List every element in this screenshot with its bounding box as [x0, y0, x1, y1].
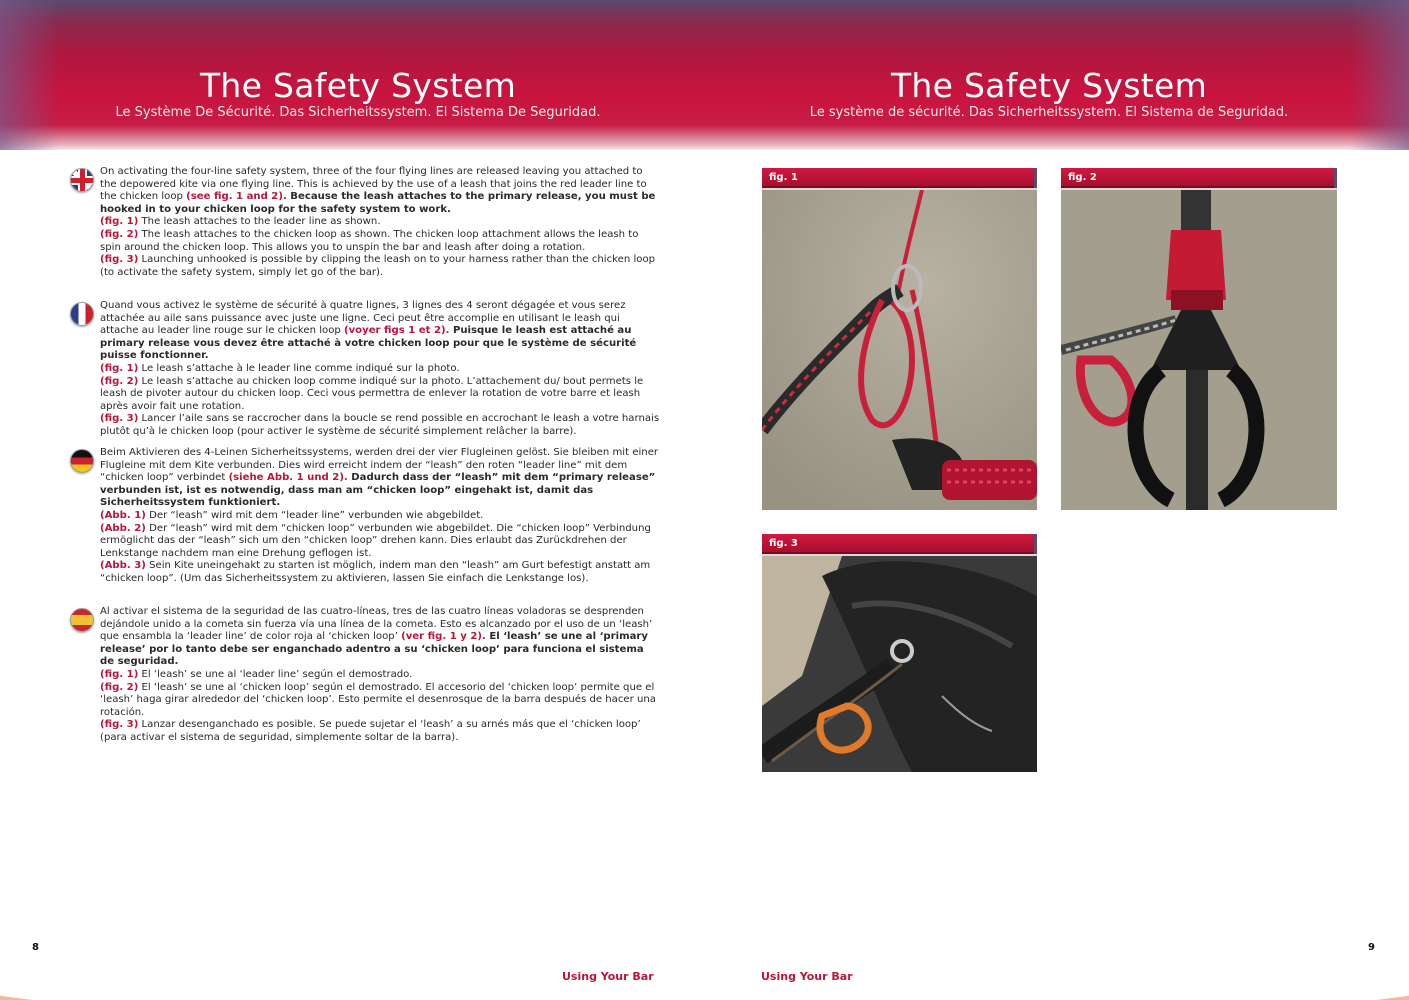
text-span: El ‘leash’ se une al ‘chicken loop’ según el demostrado. El accesorio del ‘chicken loop’ permite que el ‘leash’ haga girar alrededor del ‘chicken loop’. Esto permite el desenrosque de la barra después de hacer una rotación.	[100, 681, 656, 718]
text-span: El ‘leash’ se une al ‘leader line’ según el demostrado.	[138, 668, 413, 680]
figure-2-caption: fig. 2	[1061, 168, 1334, 188]
figure-1	[762, 168, 1037, 510]
left-page-title: The Safety System	[199, 66, 517, 105]
figure-reference: (siehe Abb. 1 und 2).	[228, 472, 348, 484]
fig-label: (fig. 3)	[100, 719, 139, 731]
text-span: Lanzar desenganchado es posible. Se puede sujetar el ‘leash’ a su arnés más que el ‘chicken loop’ (para activar el sistema de seguridad, simplemente soltar de la barra).	[100, 719, 641, 743]
fig-label: (fig. 1)	[100, 362, 139, 374]
figure-2-photo	[1061, 190, 1337, 510]
german-text	[100, 447, 660, 586]
left-page-number: 8	[32, 942, 39, 953]
figure-1-caption: fig. 1	[762, 168, 1034, 188]
fig-label: (fig. 2)	[100, 681, 139, 693]
left-page-subtitle: Le Système De Sécurité. Das Sicherheitssystem. El Sistema De Seguridad.	[115, 105, 601, 120]
uk-flag-icon	[70, 168, 94, 192]
text-span: The leash attaches to the chicken loop as shown. The chicken loop attachment allows the leash to spin around the chicken loop. This allows you to unspin the bar and leash after doing a rotation.	[100, 228, 639, 253]
fig-label: (fig. 3)	[100, 254, 139, 266]
figure-reference: (ver fig. 1 y 2).	[401, 631, 486, 643]
footer-curve	[0, 905, 1409, 1000]
french-text	[100, 300, 660, 439]
text-span: Le leash s’attache au chicken loop comme indiqué sur la photo. L’attachement du/ bout permets le leash de pivoter autour du chicken loop. Ceci vous permettra de enlever la rotation de votre barre et leash après avoir fait une rotation.	[100, 375, 644, 412]
bold-note: Dadurch dass der “leash” mit dem “primary release” verbunden ist, ist es notwendig, dass man am “chicken loop” eingehakt ist, damit das Sicherheitssystem funktioniert.	[100, 472, 656, 509]
spanish-text	[100, 606, 660, 745]
text-span: Sein Kite uneingehakt zu starten ist möglich, indem man den “leash” am Gurt befestigt anstatt am “chicken loop”. (Um das Sicherheitssystem zu aktivieren, lassen Sie einfach die Lenkstange los).	[100, 560, 651, 584]
text-span: On activating the four-line safety system, three of the four flying lines are released leaving you attached to the depowered kite via one flying line. This is achieved by the use of a leash that joins the red leader line to the chicken loop	[100, 166, 647, 203]
figure-reference: (voyer figs 1 et 2).	[343, 325, 450, 337]
text-span: Le leash s’attache à le leader line comme indiqué sur la photo.	[138, 362, 460, 374]
bold-note: Because the leash attaches to the primary release, you must be hooked in to your chicken loop for the safety system to work.	[100, 191, 656, 215]
text-span: Al activar el sistema de la seguridad de las cuatro-líneas, tres de las cuatro líneas voladoras se desprenden dejándole unido a la cometa sin fuerza vía una línea de la cometa. Esto es alcanzado por el uso de un ‘leash’ que ensambla la ‘leader line’ de color roja al ‘chicken loop’	[100, 606, 653, 643]
fig-label: (Abb. 2)	[100, 522, 146, 534]
fig-label: (Abb. 1)	[100, 509, 146, 521]
right-page-subtitle: Le système de sécurité. Das Sicherheitssystem. El Sistema de Seguridad.	[809, 105, 1289, 120]
figure-2	[1061, 168, 1337, 510]
bold-note: Puisque le leash est attaché au primary release vous devez être attaché à votre chicken loop pour que le système de sécurité puisse fonctionner.	[100, 325, 637, 362]
spain-flag-icon	[70, 608, 94, 632]
text-span: Beim Aktivieren des 4-Leinen Sicherheitssystems, werden drei der vier Flugleinen gelöst. Sie bleiben mit einer Flugleine mit dem Kite verbunden. Dies wird erreicht indem der “leash” den roten “leader line” mit dem “chicken loop” verbindet	[100, 447, 659, 484]
left-footer-label: Using Your Bar	[562, 970, 654, 983]
fig-label: (fig. 3)	[100, 413, 139, 425]
figure-1-photo	[762, 190, 1037, 510]
fig-label: (fig. 2)	[100, 228, 139, 240]
text-span: Der “leash” wird mit dem “leader line” verbunden wie abgebildet.	[145, 509, 484, 521]
section-english	[70, 166, 660, 279]
fig-label: (fig. 1)	[100, 216, 139, 228]
text-span: Der “leash” wird mit dem “chicken loop” verbunden wie abgebildet. Die “chicken loop” Verbindung ermöglicht das der “leash” sich um den “chicken loop” drehen kann. Dies erlaubt das Zurückdrehen der Lenkstange nachdem man eine Drehung geflogen ist.	[100, 522, 651, 559]
right-footer-label: Using Your Bar	[761, 970, 853, 983]
text-span: Quand vous activez le système de sécurité à quatre lignes, 3 lignes des 4 seront dégagée et vous serez attachée au aile sans puissance avec juste une ligne. Ceci peut être accomplie en utilisant le leash qui attache au leader line rouge sur le chicken loop	[100, 300, 626, 337]
bold-note: El ‘leash’ se une al ‘primary release’ por lo tanto debe ser enganchado adentro a su ‘chicken loop’ para funciona el sistema de seguridad.	[100, 631, 648, 668]
right-page-title: The Safety System	[890, 66, 1208, 105]
fig-label: (fig. 2)	[100, 375, 139, 387]
section-german	[70, 447, 660, 586]
fig-label: (Abb. 3)	[100, 560, 146, 572]
germany-flag-icon	[70, 449, 94, 473]
fig-label: (fig. 1)	[100, 668, 139, 680]
right-page-number: 9	[1368, 942, 1375, 953]
text-span: Lancer l’aile sans se raccrocher dans la boucle se rend possible en accrochant le leash a votre harnais plutôt qu’à le chicken loop (pour activer le système de sécurité simplement relâcher la barre).	[100, 413, 660, 437]
figure-3	[762, 534, 1037, 772]
english-text	[100, 166, 660, 279]
figure-3-caption: fig. 3	[762, 534, 1034, 554]
text-span: The leash attaches to the leader line as shown.	[138, 216, 381, 228]
figure-3-photo	[762, 556, 1037, 772]
text-span: Launching unhooked is possible by clipping the leash on to your harness rather than the chicken loop (to activate the safety system, simply let go of the bar).	[100, 254, 656, 278]
figure-reference: (see fig. 1 and 2).	[186, 191, 287, 203]
france-flag-icon	[70, 302, 94, 326]
section-french	[70, 300, 660, 439]
section-spanish	[70, 606, 660, 745]
